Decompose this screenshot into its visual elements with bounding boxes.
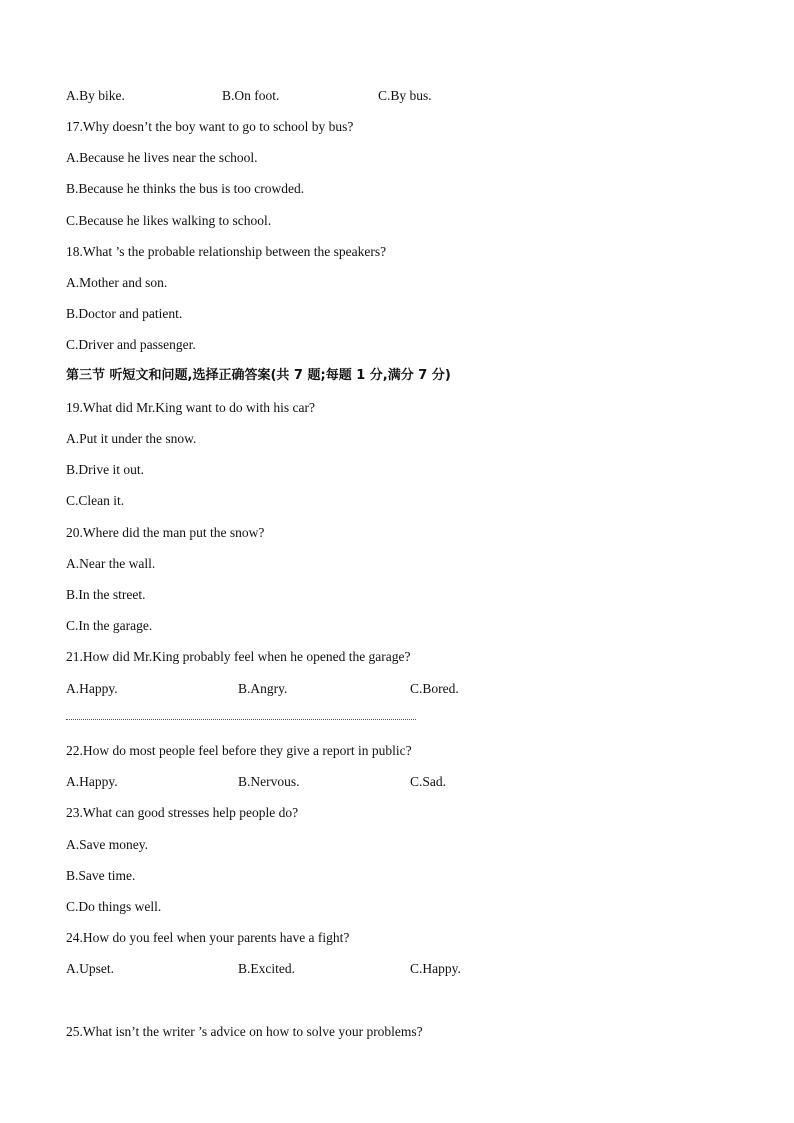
q16-option-c: C.By bus.	[378, 88, 432, 103]
q22-question: 22.How do most people feel before they give a report in public?	[66, 743, 412, 758]
q24-option-c: C.Happy.	[410, 961, 461, 976]
q23-option-b: B.Save time.	[66, 868, 136, 883]
q24-option-b: B.Excited.	[238, 961, 295, 976]
q19-option-c: C.Clean it.	[66, 493, 125, 508]
q18-option-c: C.Driver and passenger.	[66, 337, 196, 352]
q24-option-a: A.Upset.	[66, 961, 114, 976]
q20-option-b: B.In the street.	[66, 587, 146, 602]
q22-option-a: A.Happy.	[66, 774, 118, 789]
q23-question: 23.What can good stresses help people do?	[66, 805, 299, 820]
q18-option-b: B.Doctor and patient.	[66, 306, 183, 321]
q20-option-a: A.Near the wall.	[66, 556, 156, 571]
q17-option-b: B.Because he thinks the bus is too crowded.	[66, 181, 305, 196]
q17-option-a: A.Because he lives near the school.	[66, 150, 258, 165]
q22-option-b: B.Nervous.	[238, 774, 300, 789]
q16-option-a: A.By bike.	[66, 88, 125, 103]
q21-option-b: B.Angry.	[238, 681, 288, 696]
q21-option-c: C.Bored.	[410, 681, 459, 696]
q19-question: 19.What did Mr.King want to do with his car?	[66, 400, 315, 415]
q18-question: 18.What ’s the probable relationship between the speakers?	[66, 244, 387, 259]
q19-option-a: A.Put it under the snow.	[66, 431, 197, 446]
q20-question: 20.Where did the man put the snow?	[66, 525, 265, 540]
q16-option-b: B.On foot.	[222, 88, 280, 103]
q19-option-b: B.Drive it out.	[66, 462, 144, 477]
section3-heading: 第三节 听短文和问题,选择正确答案(共 7 题;每题 1 分,满分 7 分)	[66, 368, 451, 383]
q25-question: 25.What isn’t the writer ’s advice on how to solve your problems?	[66, 1024, 423, 1039]
q20-option-c: C.In the garage.	[66, 618, 153, 633]
q17-question: 17.Why doesn’t the boy want to go to school by bus?	[66, 119, 354, 134]
q17-option-c: C.Because he likes walking to school.	[66, 213, 272, 228]
q23-option-c: C.Do things well.	[66, 899, 162, 914]
q22-option-c: C.Sad.	[410, 774, 447, 789]
q21-question: 21.How did Mr.King probably feel when he opened the garage?	[66, 649, 411, 664]
q24-question: 24.How do you feel when your parents have a fight?	[66, 930, 350, 945]
q18-option-a: A.Mother and son.	[66, 275, 168, 290]
q21-option-a: A.Happy.	[66, 681, 118, 696]
dotted-divider	[66, 719, 416, 720]
q23-option-a: A.Save money.	[66, 837, 148, 852]
